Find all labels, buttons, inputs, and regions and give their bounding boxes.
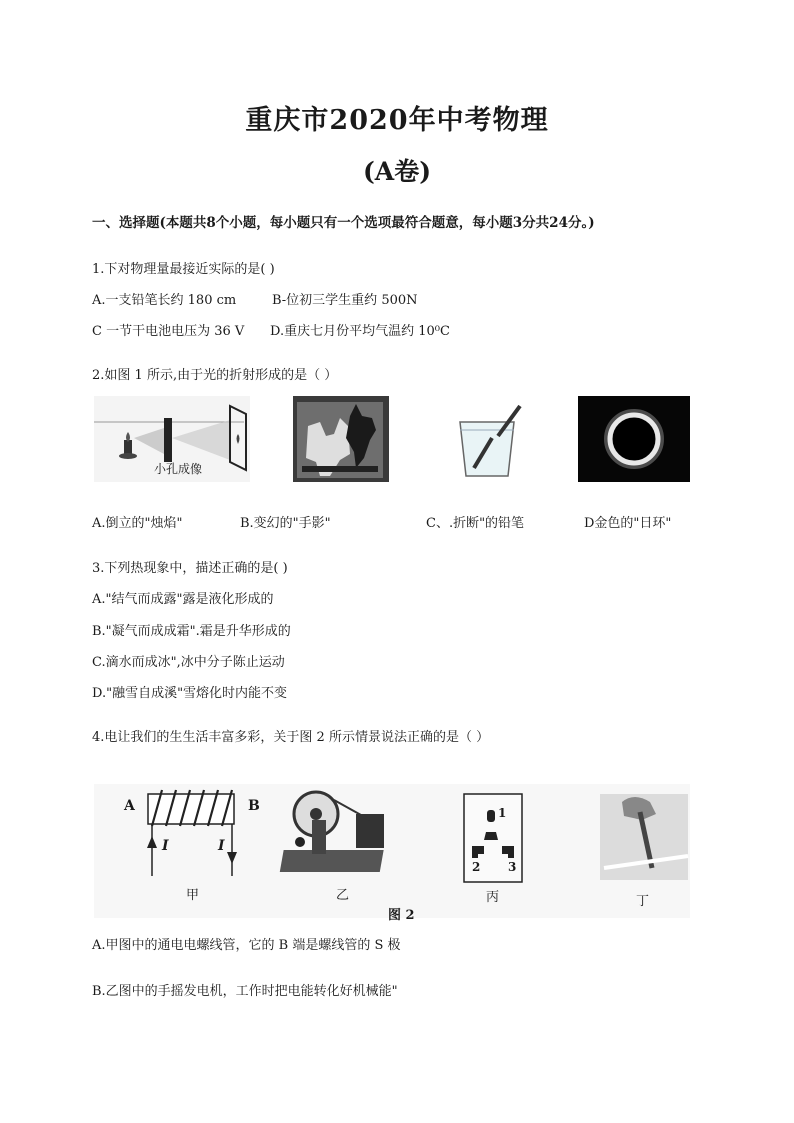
pencil-in-water-figure [452,396,526,482]
q2-stem: 2.如图 1 所示,由于光的折射形成的是（ ） [92,368,338,383]
q3-option-b: B."凝气而成成霜".霜是升华形成的 [92,624,291,639]
test-pen-figure [600,794,688,880]
label-ding: 丁 [636,894,650,909]
figure-2-title: 图 2 [388,908,415,923]
q3-stem: 3.下列热现象中，描述正确的是( ) [92,561,288,576]
socket-hole-1: 1 [498,806,507,820]
q4-stem: 4.电让我们的生生活丰富多彩，关于图 2 所示情景说法正确的是（ ） [92,730,490,745]
q3-option-a: A."结气而成露"露是液化形成的 [92,592,274,607]
q1-option-b: B-位初三学生重约 500N [272,293,418,308]
section-heading: 一、选择题(本题共8个小题，每小题只有一个选项最符合题意，每小题3分共24分。) [92,215,595,231]
page-title: 重庆市2020年中考物理 [245,105,549,136]
current-label-right: I [218,838,225,854]
q4-option-b: B.乙图中的手摇发电机，工作时把电能转化好机械能" [92,984,398,999]
socket-hole-2: 2 [472,860,481,874]
q2-option-d: D金色的"日环" [584,516,672,531]
label-bing: 丙 [486,890,500,905]
page-subtitle: (A卷) [362,157,432,186]
pinhole-caption: 小孔成像 [154,462,203,476]
q4-option-a: A.甲图中的通电电螺线管，它的 B 端是螺线管的 S 极 [92,938,401,953]
label-yi: 乙 [336,888,350,903]
socket-hole-3: 3 [508,860,517,874]
q2-option-c: C、.折断"的铅笔 [426,516,525,531]
figure-1-strip [94,396,690,484]
q1-option-c: C 一节干电池电压为 36 V [92,324,245,339]
q1-stem: 1.下对物理量最接近实际的是( ) [92,262,275,277]
q3-option-c: C.滴水而成冰",冰中分子陈止运动 [92,655,285,670]
figure-2-image [94,780,690,920]
q1-option-a: A.一支铅笔长约 180 cm [92,293,237,308]
figure-2-strip [94,780,690,923]
solar-eclipse-figure [578,396,690,482]
hand-shadow-figure [293,396,389,482]
solenoid-end-b: B [248,798,260,814]
current-label-left: I [162,838,169,854]
q2-option-a: A.倒立的"烛焰" [92,516,183,531]
q1-option-d: D.重庆七月份平均气温约 10⁰C [270,324,450,339]
q2-option-b: B.变幻的"手影" [240,516,331,531]
q3-option-d: D."融雪自成溪"雪熔化时内能不变 [92,686,288,701]
solenoid-end-a: A [124,798,135,814]
label-jia: 甲 [186,888,200,903]
